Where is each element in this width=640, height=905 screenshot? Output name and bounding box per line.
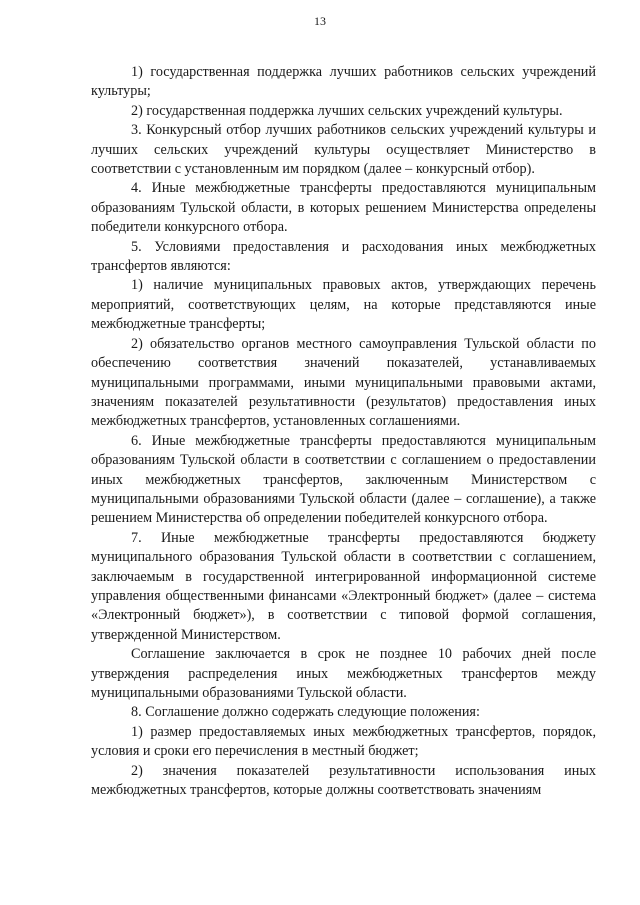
paragraph: Соглашение заключается в срок не позднее 10 рабочих дней после утверждения распределения иных межбюджетных трансфертов между муниципальными образованиями Тульской области. bbox=[91, 646, 596, 701]
paragraph: 4. Иные межбюджетные трансферты предоставляются муниципальным образованиям Тульской области, в которых решением Министерства определены победители конкурсного отбора. bbox=[91, 180, 596, 236]
paragraph: 1) государственная поддержка лучших работников сельских учреждений культуры; bbox=[91, 64, 596, 100]
paragraph: 7. Иные межбюджетные трансферты предоставляются бюджету муниципального образования Тульской области в соответствии с соглашением, заключаемым в государственной интегрированной информационной системе управления общественными финансами «Электронный бюджет» (далее – система «Электронный бюджет»), в соответствии с типовой формой соглашения, утвержденной Министерством. bbox=[91, 529, 596, 643]
paragraph: 2) значения показателей результативности использования иных межбюджетных трансфертов, которые должны соответствовать значениям bbox=[91, 762, 596, 799]
paragraph: 2) государственная поддержка лучших сельских учреждений культуры. bbox=[131, 102, 563, 119]
paragraph: 2) обязательство органов местного самоуправления Тульской области по обеспечению соответствия значений показателей, устанавливаемых муниципальными программами, иными муниципальными правовыми актами, значениям показателей результативности (результатов) предоставления иных межбюджетных трансфертов, установленных соглашениями. bbox=[91, 335, 596, 430]
paragraph: 8. Соглашение должно содержать следующие положения: bbox=[131, 704, 480, 721]
paragraph: 3. Конкурсный отбор лучших работников сельских учреждений культуры и лучших сельских учреждений культуры осуществляет Министерство в соответствии с установленным им порядком (далее – конкурсный отбор). bbox=[91, 122, 596, 178]
document-body bbox=[91, 63, 596, 800]
paragraph: 1) наличие муниципальных правовых актов, утверждающих перечень мероприятий, соответствующих целям, на которые представляются иные межбюджетные трансферты; bbox=[91, 277, 596, 333]
paragraph: 6. Иные межбюджетные трансферты предоставляются муниципальным образованиям Тульской области в соответствии с соглашением о предоставлении иных межбюджетных трансфертов, заключенным Министерством с муниципальными образованиями Тульской области (далее – соглашение), а также решением Министерства об определении победителей конкурсного отбора. bbox=[91, 432, 596, 527]
paragraph: 1) размер предоставляемых иных межбюджетных трансфертов, порядок, условия и сроки его перечисления в местный бюджет; bbox=[91, 723, 596, 760]
page-number: 13 bbox=[314, 14, 326, 28]
paragraph: 5. Условиями предоставления и расходования иных межбюджетных трансфертов являются: bbox=[91, 238, 596, 275]
